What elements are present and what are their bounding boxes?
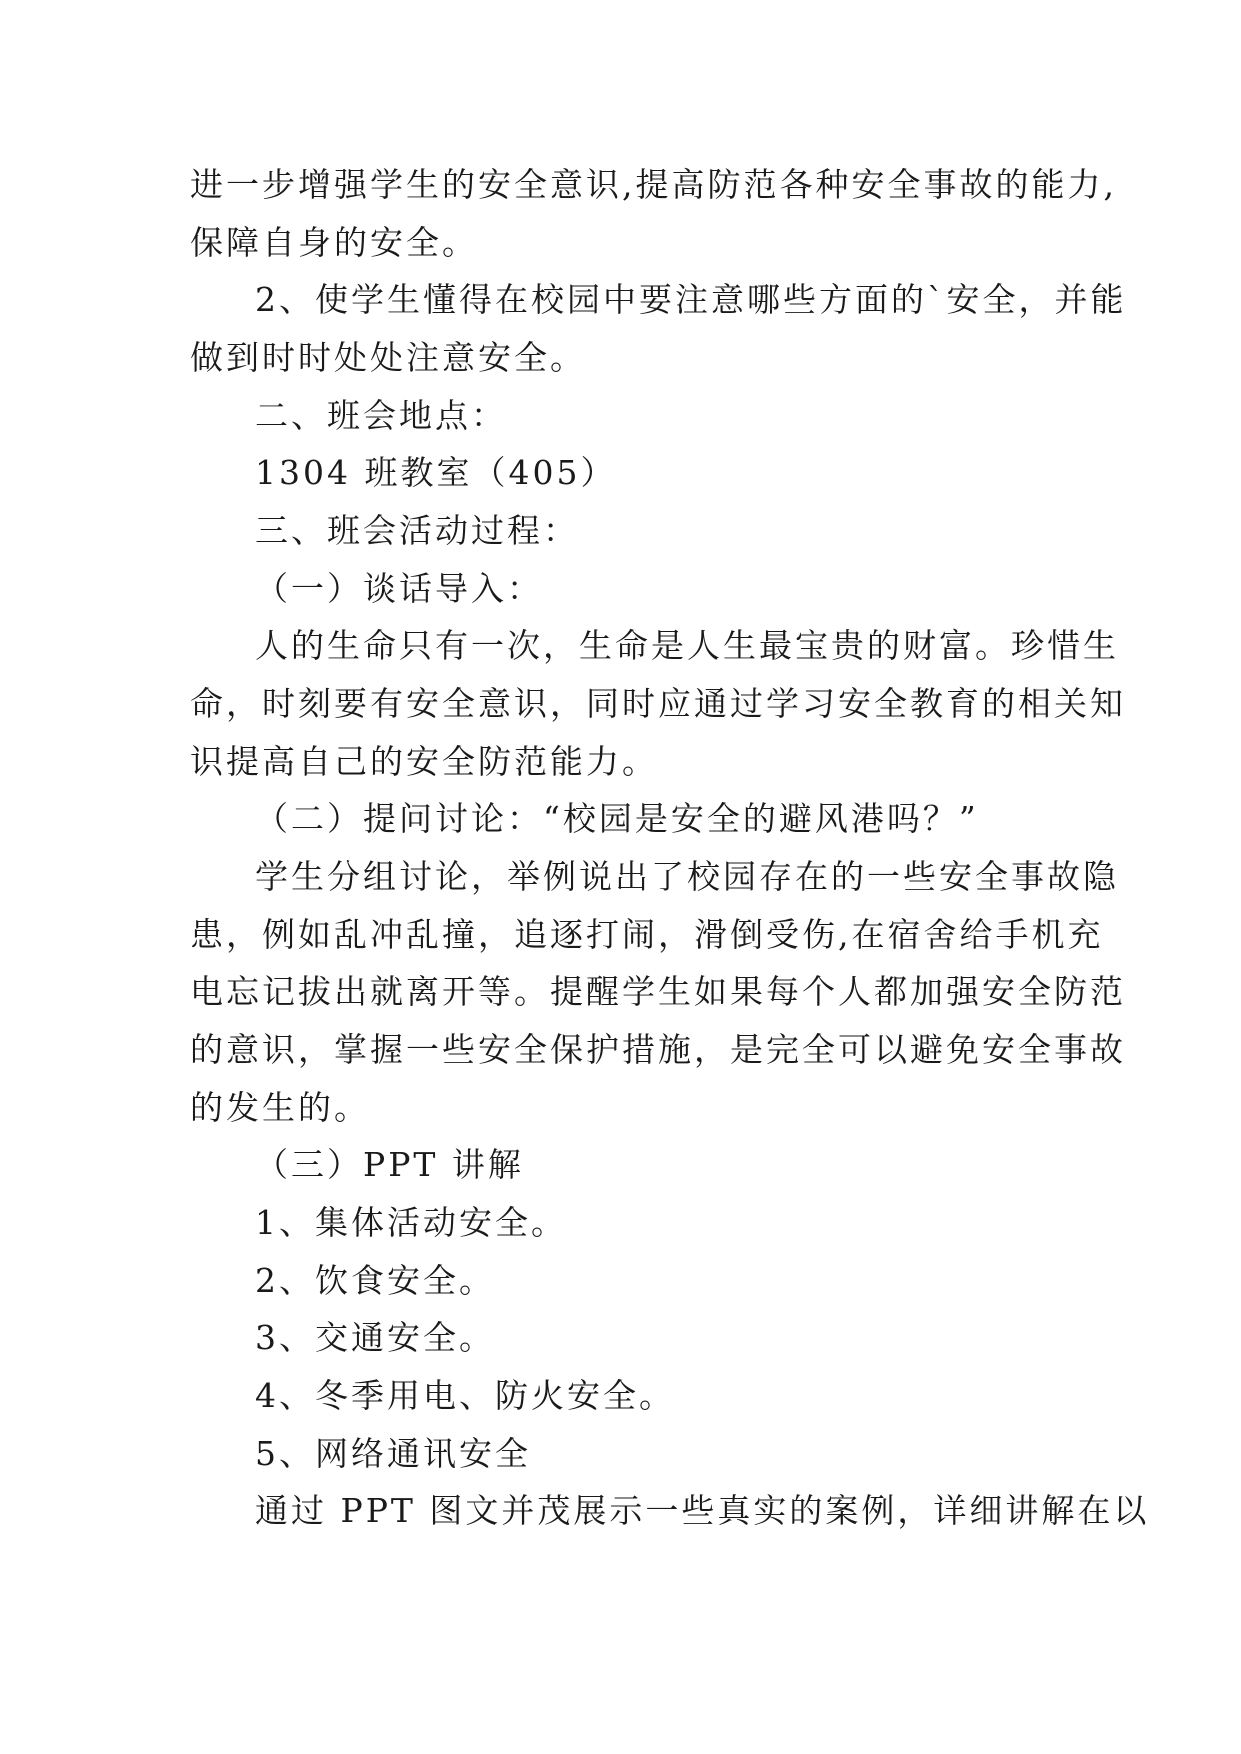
text-line-9: 人的生命只有一次，生命是人生最宝贵的财富。珍惜生 — [255, 626, 1119, 665]
text-line-17: 的发生的。 — [190, 1088, 370, 1127]
list-item-4: 4、冬季用电、防火安全。 — [255, 1376, 675, 1415]
text-line-15: 电忘记拔出就离开等。提醒学生如果每个人都加强安全防范 — [190, 972, 1126, 1011]
section-heading-process: 三、班会活动过程： — [255, 511, 579, 550]
subheading-discussion: （二）提问讨论：“校园是安全的避风港吗？” — [255, 799, 979, 838]
text-line-13: 学生分组讨论，举例说出了校园存在的一些安全事故隐 — [255, 857, 1119, 896]
list-item-3: 3、交通安全。 — [255, 1318, 495, 1357]
text-line-11: 识提高自己的安全防范能力。 — [190, 742, 658, 781]
text-line-1: 进一步增强学生的安全意识,提高防范各种安全事故的能力, — [190, 165, 1117, 204]
text-line-2: 保障自身的安全。 — [190, 223, 478, 262]
list-item-2: 2、饮食安全。 — [255, 1261, 495, 1300]
text-line-14: 患，例如乱冲乱撞，追逐打闹，滑倒受伤,在宿舍给手机充 — [190, 915, 1104, 954]
text-line-4: 做到时时处处注意安全。 — [190, 338, 586, 377]
text-line-10: 命，时刻要有安全意识，同时应通过学习安全教育的相关知 — [190, 684, 1126, 723]
text-line-16: 的意识，掌握一些安全保护措施，是完全可以避免安全事故 — [190, 1030, 1126, 1069]
text-line-3: 2、使学生懂得在校园中要注意哪些方面的`安全，并能 — [255, 280, 1127, 319]
list-item-5: 5、网络通讯安全 — [255, 1434, 531, 1473]
text-line-24: 通过 PPT 图文并茂展示一些真实的案例，详细讲解在以 — [255, 1491, 1150, 1530]
section-heading-location: 二、班会地点： — [255, 396, 507, 435]
text-line-location: 1304 班教室（405） — [255, 453, 617, 492]
subheading-intro: （一）谈话导入： — [255, 569, 543, 608]
list-item-1: 1、集体活动安全。 — [255, 1203, 567, 1242]
subheading-ppt: （三）PPT 讲解 — [255, 1145, 524, 1184]
